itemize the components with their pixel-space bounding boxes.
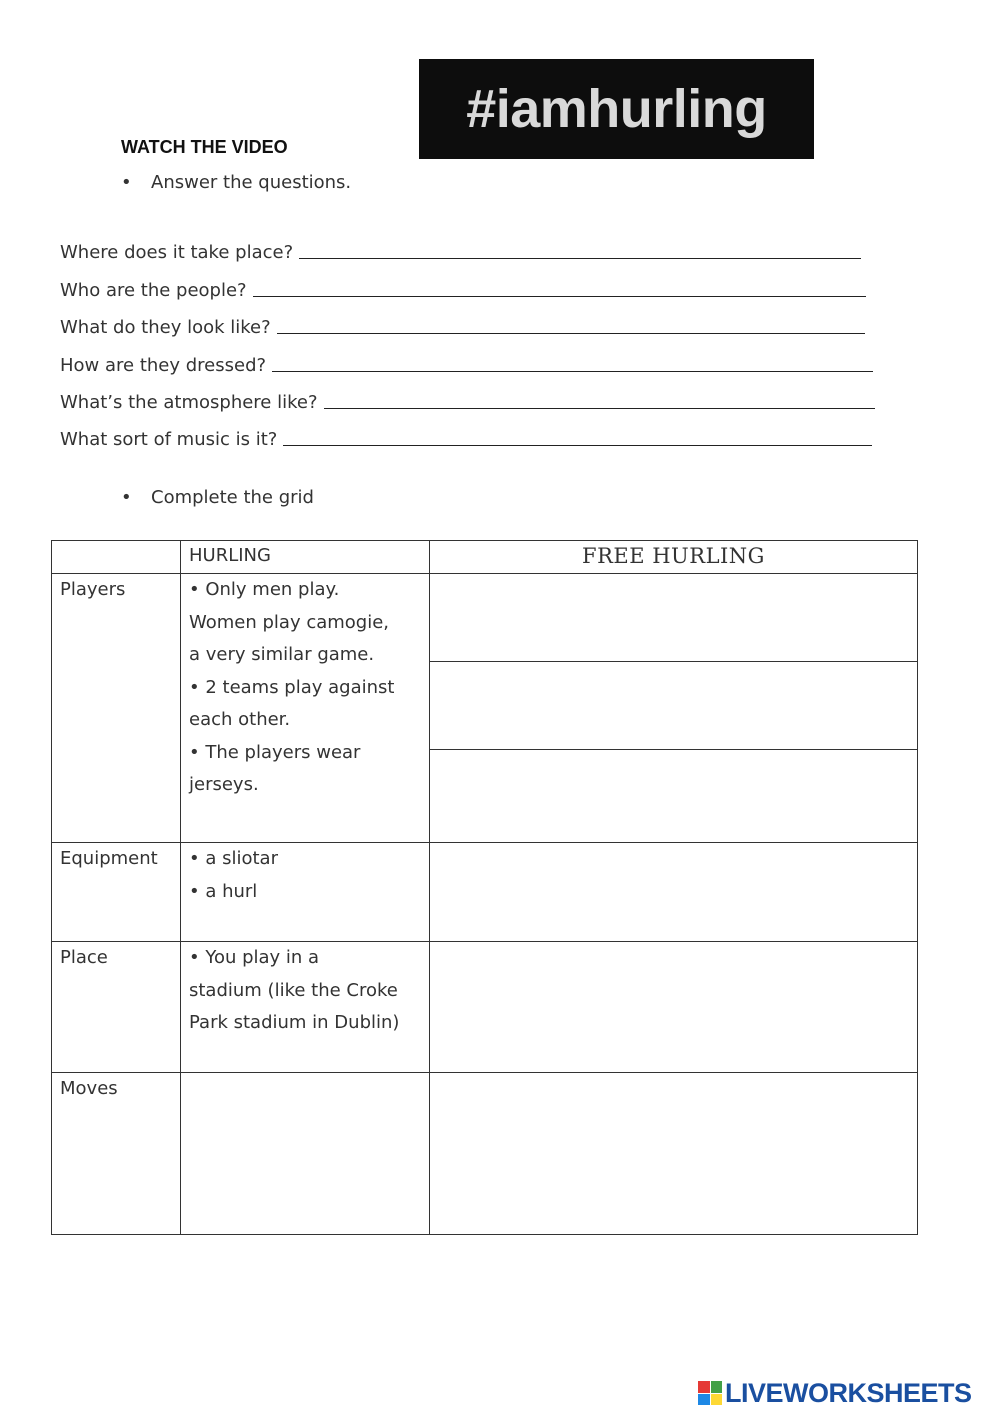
header-hurling: HURLING bbox=[181, 541, 430, 574]
question-text: Who are the people? bbox=[60, 279, 247, 301]
answer-field[interactable] bbox=[324, 390, 875, 409]
cell-line: • The players wear bbox=[189, 741, 361, 763]
logo-square bbox=[711, 1381, 723, 1393]
hurling-moves-cell bbox=[181, 1073, 430, 1235]
cell-line: • Only men play. bbox=[189, 579, 340, 600]
answer-cell[interactable] bbox=[430, 843, 918, 942]
header-free-hurling: FREE HURLING bbox=[430, 541, 918, 574]
logo-square bbox=[698, 1381, 710, 1393]
cell-line: Park stadium in Dublin) bbox=[189, 1012, 400, 1033]
cell-line: each other. bbox=[189, 709, 291, 730]
bullet-answer-questions bbox=[121, 172, 351, 193]
question-row bbox=[60, 226, 890, 263]
grid-header-row bbox=[52, 541, 918, 574]
logo-square bbox=[711, 1394, 723, 1406]
row-label-moves: Moves bbox=[52, 1073, 181, 1235]
grid-corner-cell bbox=[52, 541, 181, 574]
question-row bbox=[60, 413, 890, 450]
question-row bbox=[60, 376, 890, 413]
answer-field[interactable] bbox=[277, 315, 865, 334]
logo-square bbox=[698, 1394, 710, 1406]
free-hurling-players-cell bbox=[430, 574, 918, 843]
cell-line: • You play in a bbox=[189, 947, 320, 968]
bullet-text: Answer the questions. bbox=[151, 172, 352, 193]
answer-field[interactable] bbox=[283, 427, 872, 446]
question-row bbox=[60, 338, 890, 375]
answer-cell[interactable] bbox=[430, 574, 917, 662]
cell-line: jerseys. bbox=[189, 774, 259, 795]
question-row bbox=[60, 263, 890, 300]
questions-list bbox=[60, 226, 890, 450]
question-text: How are they dressed? bbox=[60, 354, 267, 376]
question-text: What’s the atmosphere like? bbox=[60, 391, 318, 413]
question-text: What sort of music is it? bbox=[60, 429, 278, 451]
cell-line: • 2 teams play against bbox=[189, 676, 395, 698]
grid-row-moves bbox=[52, 1073, 918, 1235]
answer-field[interactable] bbox=[299, 240, 861, 259]
hurling-equipment-cell bbox=[181, 843, 430, 942]
question-row bbox=[60, 301, 890, 338]
answer-field[interactable] bbox=[272, 353, 873, 372]
question-text: What do they look like? bbox=[60, 317, 271, 339]
question-text: Where does it take place? bbox=[60, 242, 294, 264]
cell-line: a very similar game. bbox=[189, 644, 375, 665]
grid-row-place bbox=[52, 942, 918, 1073]
bullet-text: Complete the grid bbox=[151, 487, 314, 508]
answer-cell[interactable] bbox=[430, 1073, 918, 1235]
grid-row-equipment bbox=[52, 843, 918, 942]
answer-field[interactable] bbox=[253, 278, 866, 297]
comparison-grid bbox=[51, 540, 918, 1235]
cell-line: • a hurl bbox=[189, 880, 258, 902]
answer-cell[interactable] bbox=[430, 750, 917, 842]
cell-line: • a sliotar bbox=[189, 848, 278, 869]
cell-line: Women play camogie, bbox=[189, 611, 390, 633]
logo-text: LIVEWORKSHEETS bbox=[725, 1377, 972, 1408]
row-label-players: Players bbox=[52, 574, 181, 843]
answer-cell[interactable] bbox=[430, 942, 918, 1073]
bullet-complete-grid bbox=[121, 487, 314, 508]
liveworksheets-logo-icon bbox=[698, 1381, 722, 1405]
bullet-icon: • bbox=[121, 487, 132, 508]
row-label-place: Place bbox=[52, 942, 181, 1073]
answer-cell[interactable] bbox=[430, 662, 917, 750]
watch-video-title: WATCH THE VIDEO bbox=[121, 137, 288, 157]
cell-line: stadium (like the Croke bbox=[189, 979, 398, 1001]
hurling-players-cell bbox=[181, 574, 430, 843]
hashtag-banner: #iamhurling bbox=[419, 59, 814, 159]
hurling-place-cell bbox=[181, 942, 430, 1073]
bullet-icon: • bbox=[121, 172, 132, 193]
liveworksheets-logo bbox=[698, 1378, 972, 1408]
row-label-equipment: Equipment bbox=[52, 843, 181, 942]
grid-row-players bbox=[52, 574, 918, 843]
